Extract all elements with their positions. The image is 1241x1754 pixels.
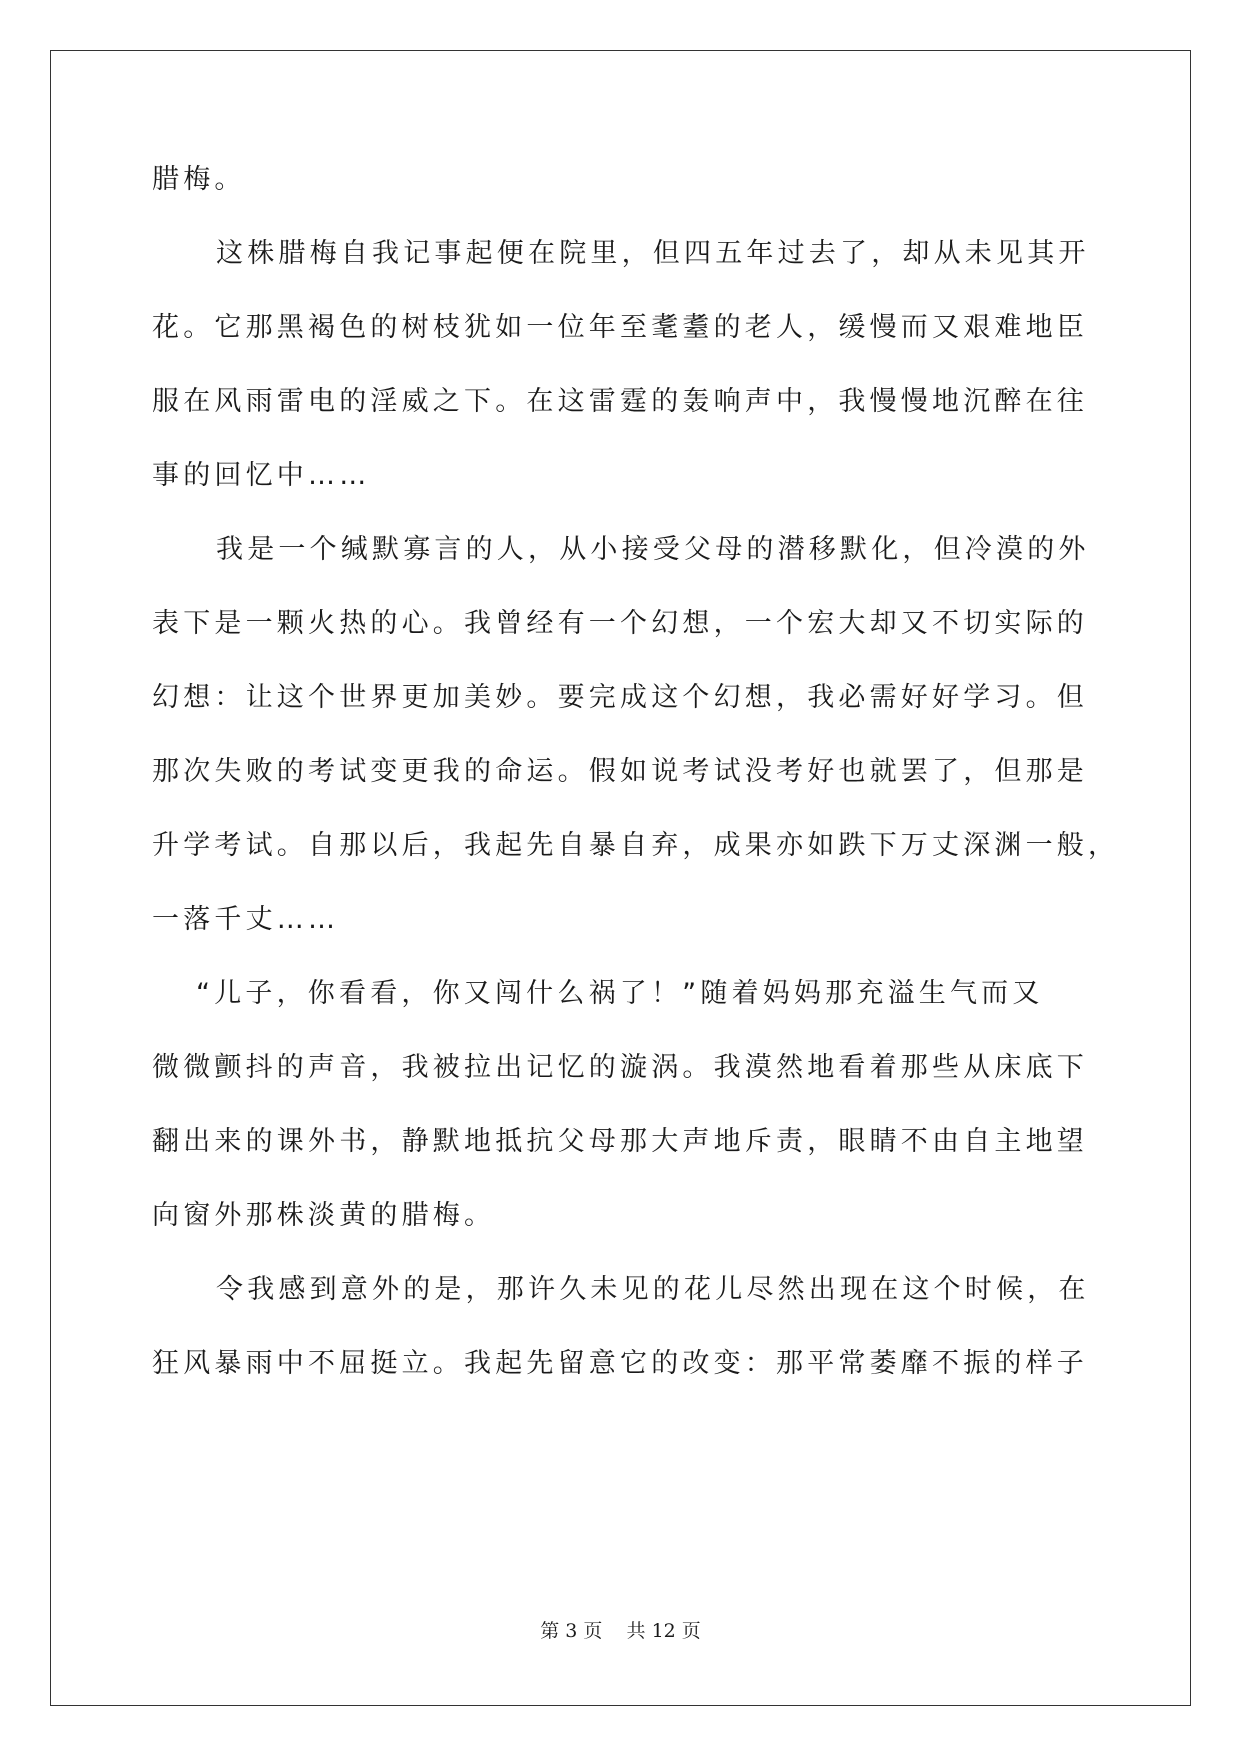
text-line: 服在风雨雷电的淫威之下。在这雷霆的轰响声中，我慢慢地沉醉在往 [152, 386, 1088, 417]
paragraph-start-line: “儿子，你看看，你又闯什么祸了！”随着妈妈那充溢生气而又 [196, 978, 1044, 1009]
page-total: 共 12 页 [626, 1620, 701, 1642]
page-footer [0, 1616, 1241, 1643]
text-line: 幻想：让这个世界更加美妙。要完成这个幻想，我必需好好学习。但 [152, 682, 1088, 713]
text-line: 狂风暴雨中不屈挺立。我起先留意它的改变：那平常萎靡不振的样子 [152, 1348, 1088, 1379]
text-line: 翻出来的课外书，静默地抵抗父母那大声地斥责，眼睛不由自主地望 [152, 1126, 1088, 1157]
text-line: 事的回忆中…… [152, 460, 371, 491]
text-line: 表下是一颗火热的心。我曾经有一个幻想，一个宏大却又不切实际的 [152, 608, 1088, 639]
paragraph-start-line: 这株腊梅自我记事起便在院里，但四五年过去了，却从未见其开 [216, 238, 1090, 269]
text-line: 向窗外那株淡黄的腊梅。 [152, 1200, 496, 1231]
paragraph-start-line: 我是一个缄默寡言的人，从小接受父母的潜移默化，但冷漠的外 [216, 534, 1090, 565]
text-line: 腊梅。 [152, 164, 246, 195]
text-line: 微微颤抖的声音，我被拉出记忆的漩涡。我漠然地看着那些从床底下 [152, 1052, 1088, 1083]
text-line: 花。它那黑褐色的树枝犹如一位年至耄耋的老人，缓慢而又艰难地臣 [152, 312, 1088, 343]
text-line: 升学考试。自那以后，我起先自暴自弃，成果亦如跌下万丈深渊一般， [152, 830, 1120, 861]
text-line: 一落千丈…… [152, 904, 340, 935]
paragraph-start-line: 令我感到意外的是，那许久未见的花儿尽然出现在这个时候，在 [216, 1274, 1090, 1305]
page-number: 第 3 页 [540, 1620, 603, 1642]
text-line: 那次失败的考试变更我的命运。假如说考试没考好也就罢了，但那是 [152, 756, 1088, 787]
page-border [50, 50, 1191, 1706]
